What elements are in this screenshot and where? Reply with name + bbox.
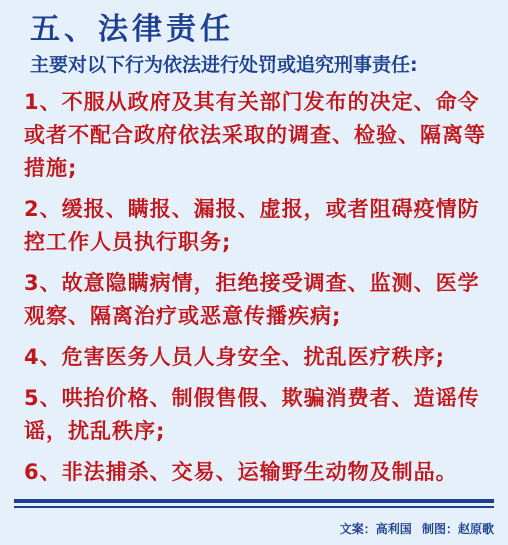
list-item: 4、危害医务人员人身安全、扰乱医疗秩序; (24, 345, 446, 369)
section-title: 五、法律责任 (30, 12, 234, 47)
list-item: 2、缓报、瞒报、漏报、虚报，或者阻碍疫情防控工作人员执行职务; (24, 197, 480, 254)
credit-copywriter: 文案：高利国 (339, 522, 412, 536)
liability-list (24, 86, 492, 497)
credits (334, 520, 494, 537)
list-item: 3、故意隐瞒病情，拒绝接受调查、监测、医学观察、隔离治疗或恶意传播疾病; (24, 271, 480, 328)
credit-designer: 制图：赵原歌 (421, 522, 494, 536)
divider-thick (14, 499, 494, 503)
list-item: 1、不服从政府及其有关部门发布的决定、命令或者不配合政府依法采取的调查、检验、隔离等措施; (24, 90, 486, 180)
divider-thin (14, 506, 494, 508)
list-item: 5、哄抬价格、制假售假、欺骗消费者、造谣传谣，扰乱秩序; (24, 386, 480, 443)
section-subtitle: 主要对以下行为依法进行处罚或追究刑事责任: (30, 54, 418, 76)
list-item: 6、非法捕杀、交易、运输野生动物及制品。 (24, 460, 458, 484)
